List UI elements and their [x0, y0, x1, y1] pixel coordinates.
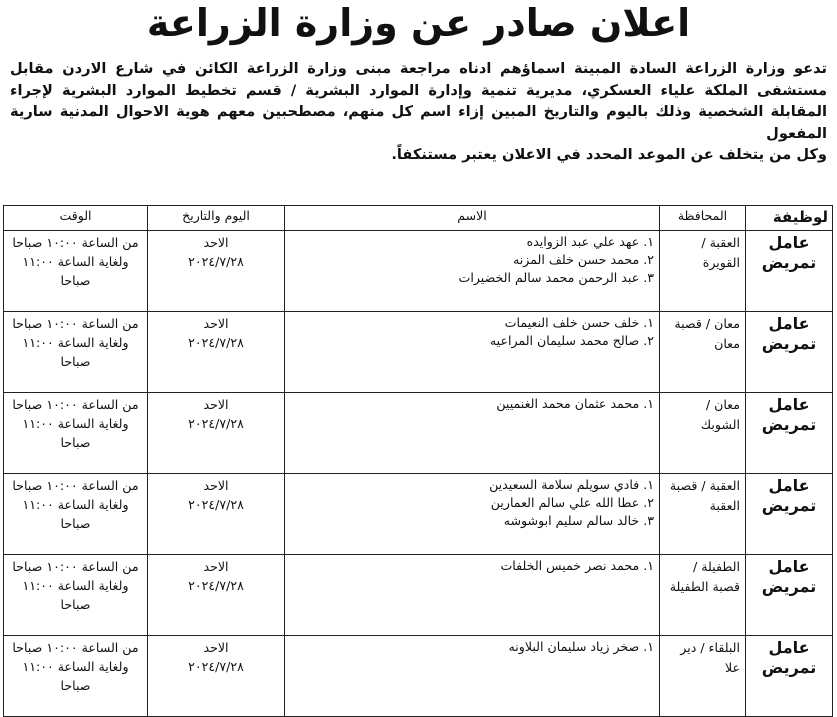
date-text: ٢٠٢٤/٧/٢٨: [188, 335, 244, 350]
name-item: ٣. خالد سالم سليم ابوشوشه: [503, 513, 654, 528]
time-cell: من الساعة ١٠:٠٠ صباحا ولغاية الساعة ١١:٠٠ صباحا: [4, 474, 148, 555]
names-list: [290, 476, 654, 530]
date-cell: [148, 555, 285, 636]
header-time: الوقت: [4, 206, 148, 231]
header-date: اليوم والتاريخ: [148, 206, 285, 231]
names-cell: [285, 231, 660, 312]
table-row: [4, 231, 833, 312]
names-cell: [285, 393, 660, 474]
governorate-cell: الطفيلة / قصبة الطفيلة: [660, 555, 746, 636]
table-row: [4, 393, 833, 474]
table-row: [4, 555, 833, 636]
date-cell: [148, 474, 285, 555]
job-cell: عامل تمريض: [746, 636, 833, 717]
table-row: [4, 312, 833, 393]
governorate-cell: البلقاء / دير علا: [660, 636, 746, 717]
name-item: ٣. عبد الرحمن محمد سالم الخضيرات: [458, 270, 654, 285]
date-cell: [148, 636, 285, 717]
names-cell: [285, 555, 660, 636]
time-cell: من الساعة ١٠:٠٠ صباحا ولغاية الساعة ١١:٠٠ صباحا: [4, 636, 148, 717]
date-text: ٢٠٢٤/٧/٢٨: [188, 416, 244, 431]
intro-note: وكل من يتخلف عن الموعد المحدد في الاعلان يعتبر مستنكفاً.: [391, 146, 827, 163]
job-cell: عامل تمريض: [746, 555, 833, 636]
name-item: ١. عهد علي عبد الزوايده: [526, 234, 654, 249]
names-list: [290, 314, 654, 350]
intro-paragraph: تدعو وزارة الزراعة السادة المبينة اسماؤهم ادناه مراجعة مبنى وزارة الزراعة الكائن في شارع الاردن مقابل مستشفى الملكة علياء العسكري، مديرية تنمية وإدارة الموارد البشرية / قسم تخطيط الموارد البشرية لإجراء المقابلة الشخصية وذلك باليوم والتاريخ المبين إزاء اسم كل منهم، مصطحبين معهم هوية الاحوال المدنية سارية المفعول: [10, 60, 827, 142]
table-row: [4, 474, 833, 555]
time-cell: من الساعة ١٠:٠٠ صباحا ولغاية الساعة ١١:٠٠ صباحا: [4, 393, 148, 474]
governorate-cell: العقبة / القويرة: [660, 231, 746, 312]
date-text: ٢٠٢٤/٧/٢٨: [188, 497, 244, 512]
job-cell: عامل تمريض: [746, 393, 833, 474]
header-job: لوظيفة: [746, 206, 833, 231]
governorate-cell: معان / قصبة معان: [660, 312, 746, 393]
job-cell: عامل تمريض: [746, 474, 833, 555]
governorate-cell: العقبة / قصبة العقبة: [660, 474, 746, 555]
date-cell: [148, 312, 285, 393]
table-body: [4, 231, 833, 717]
names-cell: [285, 312, 660, 393]
job-cell: عامل تمريض: [746, 231, 833, 312]
header-name: الاسم: [285, 206, 660, 231]
day-text: الاحد: [203, 235, 229, 250]
job-cell: عامل تمريض: [746, 312, 833, 393]
table-header-row: [4, 206, 833, 231]
date-cell: [148, 393, 285, 474]
names-cell: [285, 474, 660, 555]
name-item: ١. صخر زياد سليمان البلاونه: [508, 639, 654, 654]
names-list: [290, 638, 654, 656]
day-text: الاحد: [203, 478, 229, 493]
intro-text: [10, 58, 827, 166]
time-cell: من الساعة ١٠:٠٠ صباحا ولغاية الساعة ١١:٠٠ صباحا: [4, 231, 148, 312]
day-text: الاحد: [203, 559, 229, 574]
day-text: الاحد: [203, 640, 229, 655]
name-item: ١. خلف حسن خلف النعيمات: [504, 315, 654, 330]
name-item: ٢. صالح محمد سليمان المراعيه: [489, 333, 654, 348]
header-governorate: المحافظة: [660, 206, 746, 231]
time-cell: من الساعة ١٠:٠٠ صباحا ولغاية الساعة ١١:٠٠ صباحا: [4, 312, 148, 393]
names-list: [290, 233, 654, 287]
date-text: ٢٠٢٤/٧/٢٨: [188, 254, 244, 269]
name-item: ٢. عطا الله علي سالم العمارين: [490, 495, 654, 510]
day-text: الاحد: [203, 316, 229, 331]
date-text: ٢٠٢٤/٧/٢٨: [188, 659, 244, 674]
day-text: الاحد: [203, 397, 229, 412]
governorate-cell: معان / الشوبك: [660, 393, 746, 474]
interview-table: [3, 205, 833, 717]
names-cell: [285, 636, 660, 717]
names-list: [290, 395, 654, 413]
time-cell: من الساعة ١٠:٠٠ صباحا ولغاية الساعة ١١:٠٠ صباحا: [4, 555, 148, 636]
name-item: ١. فادي سويلم سلامة السعيدين: [489, 477, 654, 492]
name-item: ١. محمد نصر خميس الخلفات: [500, 558, 654, 573]
date-text: ٢٠٢٤/٧/٢٨: [188, 578, 244, 593]
name-item: ٢. محمد حسن خلف المزنه: [513, 252, 654, 267]
name-item: ١. محمد عثمان محمد الغنميين: [496, 396, 654, 411]
page-title: اعلان صادر عن وزارة الزراعة: [146, 1, 691, 45]
table-row: [4, 636, 833, 717]
date-cell: [148, 231, 285, 312]
names-list: [290, 557, 654, 575]
